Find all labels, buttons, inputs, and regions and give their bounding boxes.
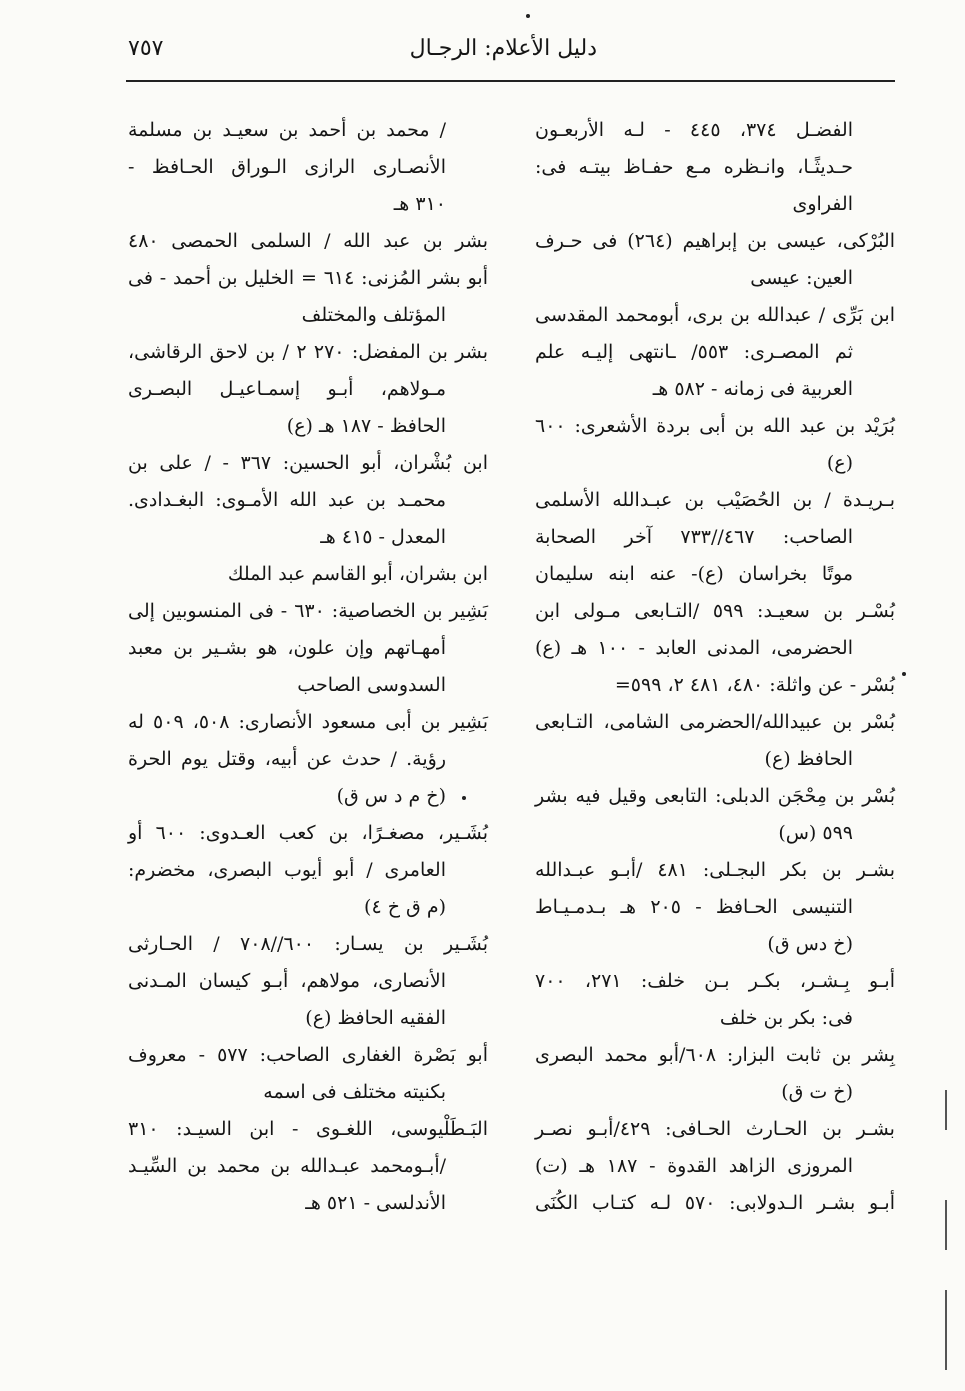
text-line: / محمد بن أحمد بن سعيـد بن مسلمة bbox=[128, 119, 446, 141]
text-line: الأنصـارى الرازى الـوراق الحـافظ - bbox=[128, 156, 446, 178]
text-line: (ع) bbox=[826, 452, 853, 474]
text-line: الفقيه الحافظ (ع) bbox=[305, 1007, 446, 1029]
text-line: العربية فى زمانه - ٥٨٢ هـ bbox=[652, 378, 853, 400]
text-line: رؤية. / حدث عن أبيه، وقتل يوم الحرة bbox=[128, 748, 446, 770]
text-line: ثم المصـرى: ٥٥٣/ ـانتهى إليـه علم bbox=[535, 341, 853, 363]
page-number: ٧٥٧ bbox=[128, 36, 164, 61]
text-line: بِشر بن ثابت البزار: ٦٠٨/أبو محمد البصرى bbox=[535, 1044, 895, 1066]
edge-mark bbox=[945, 1090, 947, 1130]
text-line: موتًا بخراسان (ع)- عنه ابنه سليمان bbox=[535, 563, 853, 585]
text-line: (خ م د س ق) bbox=[336, 785, 446, 807]
text-line: بشر بن المفضل: ٢٧٠ ٢ / بن لاحق الرقاشى، bbox=[128, 341, 488, 363]
text-line: العامرى / أبو أيوب البصرى، مخضرم: bbox=[128, 859, 446, 881]
text-line: السدوسى الصاحب bbox=[297, 674, 446, 696]
text-line: بـريـدة / بن الحُصَيْب بن عبـدالله الأسلمى bbox=[535, 489, 895, 511]
text-line: التنيسى الحـافظ - ٢٠٥ هـ بـدمـيـاط bbox=[535, 896, 853, 918]
text-line: بشر بن عبد الله / السلمى الحمصى ٤٨٠ bbox=[128, 230, 488, 252]
text-line: بُسْر بن عبيدالله/الحضرمى الشامى، التـابعى bbox=[535, 711, 895, 733]
text-line: البَـطَلْيوسى، اللغـوى - ابن السيـد: ٣١٠ bbox=[128, 1118, 488, 1140]
text-line: الفضـل ٣٧٤، ٤٤٥ - لـه الأربعـون bbox=[535, 119, 853, 141]
left-column bbox=[128, 112, 488, 1222]
text-line: فى: بكر بن خلف bbox=[719, 1007, 853, 1029]
header-rule bbox=[126, 80, 895, 82]
text-line: أمهـاتهم وإن علون، هو بشـير بن معبد bbox=[128, 637, 446, 659]
text-line: بُسْـر بن سعيـد: ٥٩٩ /التـابعى مـولى ابن bbox=[535, 600, 896, 622]
text-line: بُشَـير بن يسـار: ٦٠٠//٧٠٨ / الحـارثى bbox=[128, 933, 488, 955]
text-line: المروزى الزاهد القدوة - ١٨٧ هـ (ت) bbox=[535, 1155, 853, 1177]
text-line: بُشَـير، مصغـرًا، بن كعب العـدوى: ٦٠٠ أو bbox=[128, 822, 488, 844]
text-line: مـولاهم، أبـو إسمـاعيـل البصـرى bbox=[128, 378, 446, 400]
text-line: المؤتلف والمختلف bbox=[301, 304, 446, 326]
text-line: محمـد بن عبد الله الأمـوى: البغـدادى. bbox=[128, 489, 446, 511]
text-line: الفراوى bbox=[792, 193, 853, 215]
text-line: الصاحب: ٤٦٧//٧٣٣ آخر الصحابة bbox=[535, 526, 853, 548]
text-line: ٣١٠ هـ bbox=[393, 193, 446, 215]
text-line: الأنصارى، مولاهم، أبـو كيسان المـدنى bbox=[128, 970, 446, 992]
text-line: المعدل - ٤١٥ هـ bbox=[320, 526, 446, 548]
text-line: أبـو بشـر الـدولابى: ٥٧٠ لـه كتـاب الكُنَى bbox=[535, 1192, 895, 1214]
text-line: بُسْر بن مِحْجَن الدبلى: التابعى وقيل فيه بشر bbox=[535, 785, 895, 807]
text-line: بَشِير بن الخصاصية: ٦٣٠ - فى المنسوبين إلى bbox=[128, 600, 488, 622]
text-line: العين: عيسى bbox=[750, 267, 853, 289]
text-line: ابن بُشْران، أبو الحسين: ٣٦٧ - / على بن bbox=[128, 452, 488, 474]
text-line: الحضرمى، المدنى العابد - ١٠٠ هـ (ع) bbox=[535, 637, 854, 659]
text-line: بشـر بن الحـارث الحـافى: ٤٢٩/أبـو نصـر bbox=[535, 1118, 895, 1140]
text-line: أبو بَصْرة الغفارى الصاحب: ٥٧٧ - معروف bbox=[128, 1044, 489, 1066]
running-title: دليل الأعلام: الرجـال bbox=[409, 36, 597, 61]
text-line: (خ ت ق) bbox=[781, 1081, 853, 1103]
text-line: بُسْر - عن واثلة: ٤٨٠، ٤٨١ ٢، ٥٩٩= bbox=[614, 674, 895, 696]
text-line: بُرَيْد بن عبد الله بن أبى بردة الأشعرى: ٦٠٠ bbox=[535, 415, 895, 437]
text-line: ابن بشران، أبو القاسم عبد الملك bbox=[227, 563, 488, 585]
text-line: بَشِير بن أبى مسعود الأنصارى: ٥٠٨، ٥٠٩ له bbox=[128, 711, 489, 733]
text-line: /أبـومحمد عبـدالله بن محمد بن السِّيـد bbox=[128, 1155, 446, 1177]
text-line: ٥٩٩ (س) bbox=[778, 822, 853, 844]
text-line: الحافظ - ١٨٧ هـ (ع) bbox=[286, 415, 446, 437]
right-column bbox=[535, 112, 895, 1222]
text-line: الأندلسى - ٥٢١ هـ bbox=[305, 1192, 446, 1214]
dot-top bbox=[526, 14, 530, 18]
text-line: البُرْكى، عيسى بن إبراهيم (٢٦٤) فى حـرف bbox=[535, 230, 895, 252]
text-line: بشـر بن بكر البجـلى: ٤٨١ /أبـو عبـدالله bbox=[535, 859, 895, 881]
text-line: حـديثًـا، وانـظره مـع حفـاظ بيتـه فى: bbox=[535, 156, 853, 178]
text-line: أبو بشر المُزنى: ٦١٤ = الخليل بن أحمد - فى bbox=[128, 267, 488, 289]
text-line: أبـو بِـشـر، بكـر بـن خلف: ٢٧١، ٧٠٠ bbox=[535, 970, 896, 992]
text-line: (م ق خ ٤) bbox=[364, 896, 446, 918]
text-line: الحافظ (ع) bbox=[764, 748, 853, 770]
text-line: بكنيته مختلف فى اسمه bbox=[263, 1081, 446, 1103]
text-line: (خ دس ق) bbox=[767, 933, 853, 955]
dot-margin bbox=[902, 672, 906, 676]
edge-mark bbox=[945, 1290, 947, 1370]
text-line: ابن بَرِّى / عبدالله بن برى، أبومحمد المقدسى bbox=[535, 304, 895, 326]
edge-mark bbox=[945, 1200, 947, 1250]
